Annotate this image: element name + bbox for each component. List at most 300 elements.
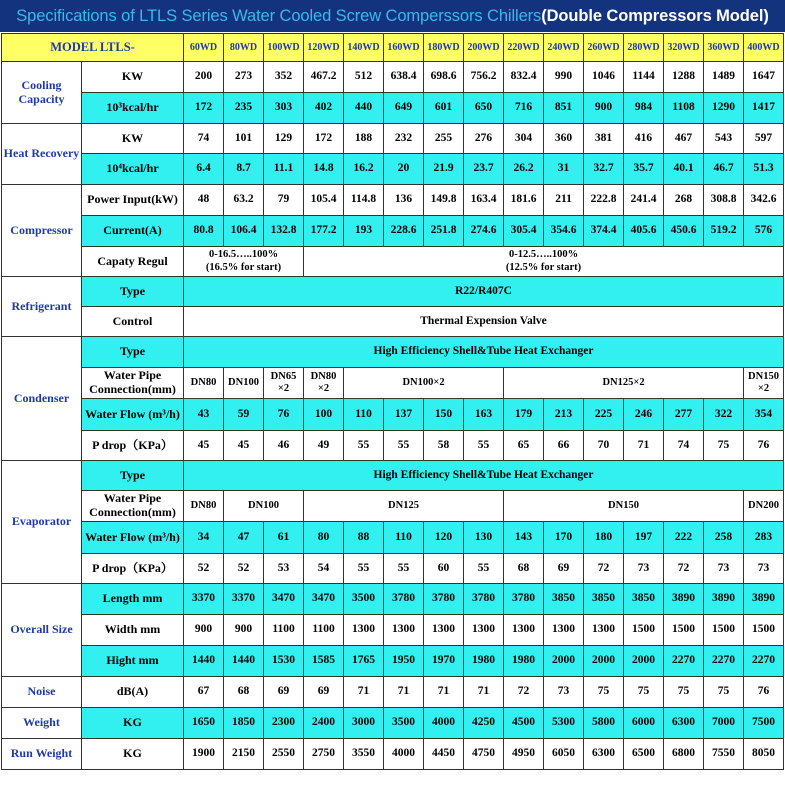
value-cell: 55	[384, 554, 424, 584]
value-cell: 58	[424, 431, 464, 461]
value-cell: 354	[744, 399, 784, 431]
value-cell: 60	[424, 554, 464, 584]
value-cell: 88	[344, 522, 384, 554]
value-cell: 181.6	[504, 185, 544, 216]
pipe-cell: DN80	[184, 368, 224, 399]
value-cell: 2750	[304, 739, 344, 770]
value-cell: 1300	[464, 615, 504, 646]
value-cell: 450.6	[664, 216, 704, 247]
value-cell: 59	[224, 399, 264, 431]
section-noise: Noise	[2, 677, 82, 708]
row-label: 10³kcal/hr	[82, 93, 184, 124]
value-cell: 120WD	[304, 34, 344, 62]
value-cell: 3500	[384, 708, 424, 739]
value-cell: 149.8	[424, 185, 464, 216]
control-type: Thermal Expension Valve	[184, 307, 784, 337]
value-cell: 698.6	[424, 62, 464, 93]
value-cell: 71	[344, 677, 384, 708]
value-cell: 1900	[184, 739, 224, 770]
value-cell: 1300	[544, 615, 584, 646]
value-cell: 179	[504, 399, 544, 431]
section-run-weight: Run Weight	[2, 739, 82, 770]
value-cell: 110	[384, 522, 424, 554]
row-label: KG	[82, 708, 184, 739]
value-cell: 1647	[744, 62, 784, 93]
value-cell: 235	[224, 93, 264, 124]
title-text: Specifications of LTLS Series Water Cooled Screw Comperssors Chillers	[16, 7, 542, 25]
table-row	[2, 307, 784, 337]
row-label: Capaty Regul	[82, 247, 184, 277]
value-cell: 170	[544, 522, 584, 554]
value-cell: 1530	[264, 646, 304, 677]
value-cell: 34	[184, 522, 224, 554]
value-cell: 80.8	[184, 216, 224, 247]
value-cell: 46	[264, 431, 304, 461]
row-label: Power Input(kW)	[82, 185, 184, 216]
pipe-cell: DN80 ×2	[304, 368, 344, 399]
row-label: Type	[82, 277, 184, 307]
value-cell: 280WD	[624, 34, 664, 62]
value-cell: 1489	[704, 62, 744, 93]
value-cell: 1046	[584, 62, 624, 93]
pipe-cell: DN65 ×2	[264, 368, 304, 399]
value-cell: 7500	[744, 708, 784, 739]
value-cell: 100WD	[264, 34, 304, 62]
value-cell: 6800	[664, 739, 704, 770]
value-cell: 3470	[264, 584, 304, 615]
value-cell: 3500	[344, 584, 384, 615]
value-cell: 1108	[664, 93, 704, 124]
value-cell: 228.6	[384, 216, 424, 247]
pipe-cell: DN100	[224, 491, 304, 522]
table-row	[2, 62, 784, 93]
value-cell: 304	[504, 124, 544, 154]
value-cell: 984	[624, 93, 664, 124]
value-cell: 440	[344, 93, 384, 124]
value-cell: 416	[624, 124, 664, 154]
row-label: P drop（KPa）	[82, 554, 184, 584]
value-cell: 6.4	[184, 154, 224, 185]
value-cell: 354.6	[544, 216, 584, 247]
value-cell: 74	[184, 124, 224, 154]
value-cell: 3000	[344, 708, 384, 739]
value-cell: 132.8	[264, 216, 304, 247]
value-cell: 3780	[464, 584, 504, 615]
value-cell: 65	[504, 431, 544, 461]
value-cell: 900	[224, 615, 264, 646]
value-cell: 106.4	[224, 216, 264, 247]
value-cell: 1765	[344, 646, 384, 677]
value-cell: 576	[744, 216, 784, 247]
value-cell: 73	[544, 677, 584, 708]
value-cell: 4000	[384, 739, 424, 770]
value-cell: 512	[344, 62, 384, 93]
value-cell: 140WD	[344, 34, 384, 62]
pipe-cell: DN80	[184, 491, 224, 522]
value-cell: 6050	[544, 739, 584, 770]
value-cell: 72	[504, 677, 544, 708]
value-cell: 1650	[184, 708, 224, 739]
table-row	[2, 615, 784, 646]
row-label: KW	[82, 62, 184, 93]
value-cell: 3370	[184, 584, 224, 615]
value-cell: 1300	[384, 615, 424, 646]
value-cell: 45	[224, 431, 264, 461]
row-label: dB(A)	[82, 677, 184, 708]
value-cell: 129	[264, 124, 304, 154]
value-cell: 75	[584, 677, 624, 708]
value-cell: 832.4	[504, 62, 544, 93]
value-cell: 213	[544, 399, 584, 431]
value-cell: 1100	[304, 615, 344, 646]
value-cell: 68	[224, 677, 264, 708]
value-cell: 67	[184, 677, 224, 708]
table-row	[2, 461, 784, 491]
row-label: Length mm	[82, 584, 184, 615]
evaporator-type: High Efficiency Shell&Tube Heat Exchanger	[184, 461, 784, 491]
table-row	[2, 584, 784, 615]
reg-text: 0-16.5…..100%	[208, 249, 279, 261]
value-cell: 1970	[424, 646, 464, 677]
row-label: Water Pipe Connection(mm)	[82, 368, 184, 399]
row-label: Width mm	[82, 615, 184, 646]
reg-text: (12.5% for start)	[505, 261, 582, 273]
value-cell: 260WD	[584, 34, 624, 62]
value-cell: 55	[344, 431, 384, 461]
value-cell: 71	[424, 677, 464, 708]
value-cell: 5300	[544, 708, 584, 739]
value-cell: 1300	[424, 615, 464, 646]
value-cell: 1500	[624, 615, 664, 646]
value-cell: 756.2	[464, 62, 504, 93]
row-label: Current(A)	[82, 216, 184, 247]
value-cell: 2150	[224, 739, 264, 770]
row-label: Type	[82, 461, 184, 491]
value-cell: 3850	[584, 584, 624, 615]
value-cell: 277	[664, 399, 704, 431]
value-cell: 55	[464, 431, 504, 461]
value-cell: 1288	[664, 62, 704, 93]
value-cell: 211	[544, 185, 584, 216]
value-cell: 543	[704, 124, 744, 154]
table-row	[2, 124, 784, 154]
row-label: Type	[82, 337, 184, 368]
value-cell: 900	[584, 93, 624, 124]
value-cell: 163.4	[464, 185, 504, 216]
value-cell: 60WD	[184, 34, 224, 62]
value-cell: 200WD	[464, 34, 504, 62]
value-cell: 105.4	[304, 185, 344, 216]
value-cell: 120	[424, 522, 464, 554]
value-cell: 303	[264, 93, 304, 124]
value-cell: 137	[384, 399, 424, 431]
table-row	[2, 399, 784, 431]
value-cell: 4450	[424, 739, 464, 770]
value-cell: 4500	[504, 708, 544, 739]
section-weight: Weight	[2, 708, 82, 739]
pipe-cell: DN150	[504, 491, 744, 522]
value-cell: 900	[184, 615, 224, 646]
value-cell: 225	[584, 399, 624, 431]
value-cell: 3850	[624, 584, 664, 615]
value-cell: 405.6	[624, 216, 664, 247]
pipe-cell: DN100×2	[344, 368, 504, 399]
table-row	[2, 677, 784, 708]
reg-text: 0-12.5…..100%	[508, 249, 579, 261]
reg-text: (16.5% for start)	[205, 261, 282, 273]
value-cell: 72	[584, 554, 624, 584]
value-cell: 2000	[584, 646, 624, 677]
value-cell: 31	[544, 154, 584, 185]
value-cell: 20	[384, 154, 424, 185]
value-cell: 49	[304, 431, 344, 461]
section-size: Overall Size	[2, 584, 82, 677]
value-cell: 75	[664, 677, 704, 708]
value-cell: 1300	[344, 615, 384, 646]
value-cell: 200	[184, 62, 224, 93]
value-cell: 240WD	[544, 34, 584, 62]
value-cell: 1500	[744, 615, 784, 646]
value-cell: 7550	[704, 739, 744, 770]
value-cell: 4750	[464, 739, 504, 770]
value-cell: 188	[344, 124, 384, 154]
value-cell: 4000	[424, 708, 464, 739]
condenser-type: High Efficiency Shell&Tube Heat Exchanger	[184, 337, 784, 368]
value-cell: 150	[424, 399, 464, 431]
model-label: MODEL LTLS-	[2, 34, 184, 62]
value-cell: 71	[624, 431, 664, 461]
value-cell: 40.1	[664, 154, 704, 185]
value-cell: 381	[584, 124, 624, 154]
value-cell: 3890	[664, 584, 704, 615]
value-cell: 114.8	[344, 185, 384, 216]
row-label: KW	[82, 124, 184, 154]
value-cell: 76	[744, 431, 784, 461]
value-cell: 3890	[744, 584, 784, 615]
value-cell: 55	[344, 554, 384, 584]
value-cell: 273	[224, 62, 264, 93]
capacity-regulation-b	[304, 247, 784, 277]
value-cell: 2270	[664, 646, 704, 677]
spec-table	[1, 33, 784, 770]
value-cell: 2550	[264, 739, 304, 770]
value-cell: 55	[384, 431, 424, 461]
value-cell: 46.7	[704, 154, 744, 185]
value-cell: 276	[464, 124, 504, 154]
table-row	[2, 431, 784, 461]
row-label: 10⁴kcal/hr	[82, 154, 184, 185]
table-row	[2, 247, 784, 277]
value-cell: 1417	[744, 93, 784, 124]
value-cell: 11.1	[264, 154, 304, 185]
value-cell: 8050	[744, 739, 784, 770]
value-cell: 1980	[504, 646, 544, 677]
value-cell: 53	[264, 554, 304, 584]
value-cell: 79	[264, 185, 304, 216]
value-cell: 402	[304, 93, 344, 124]
value-cell: 352	[264, 62, 304, 93]
value-cell: 73	[624, 554, 664, 584]
value-cell: 597	[744, 124, 784, 154]
value-cell: 5800	[584, 708, 624, 739]
table-row	[2, 646, 784, 677]
value-cell: 222	[664, 522, 704, 554]
value-cell: 61	[264, 522, 304, 554]
value-cell: 71	[384, 677, 424, 708]
table-row	[2, 185, 784, 216]
value-cell: 3550	[344, 739, 384, 770]
value-cell: 130	[464, 522, 504, 554]
value-cell: 180WD	[424, 34, 464, 62]
value-cell: 268	[664, 185, 704, 216]
value-cell: 467	[664, 124, 704, 154]
value-cell: 851	[544, 93, 584, 124]
value-cell: 322	[704, 399, 744, 431]
value-cell: 1950	[384, 646, 424, 677]
value-cell: 4950	[504, 739, 544, 770]
value-cell: 8.7	[224, 154, 264, 185]
value-cell: 1300	[504, 615, 544, 646]
value-cell: 3780	[504, 584, 544, 615]
value-cell: 16.2	[344, 154, 384, 185]
value-cell: 3780	[384, 584, 424, 615]
table-row	[2, 154, 784, 185]
value-cell: 197	[624, 522, 664, 554]
value-cell: 110	[344, 399, 384, 431]
section-compressor: Compressor	[2, 185, 82, 277]
value-cell: 193	[344, 216, 384, 247]
section-cooling: Cooling Capacity	[2, 62, 82, 124]
table-row	[2, 739, 784, 770]
value-cell: 54	[304, 554, 344, 584]
value-cell: 246	[624, 399, 664, 431]
capacity-regulation-a	[184, 247, 304, 277]
value-cell: 71	[464, 677, 504, 708]
value-cell: 69	[264, 677, 304, 708]
value-cell: 1500	[664, 615, 704, 646]
value-cell: 163	[464, 399, 504, 431]
value-cell: 136	[384, 185, 424, 216]
value-cell: 26.2	[504, 154, 544, 185]
value-cell: 32.7	[584, 154, 624, 185]
row-label: P drop（KPa）	[82, 431, 184, 461]
value-cell: 2000	[624, 646, 664, 677]
value-cell: 48	[184, 185, 224, 216]
table-row	[2, 522, 784, 554]
value-cell: 320WD	[664, 34, 704, 62]
value-cell: 51.3	[744, 154, 784, 185]
value-cell: 3890	[704, 584, 744, 615]
value-cell: 1144	[624, 62, 664, 93]
value-cell: 66	[544, 431, 584, 461]
value-cell: 160WD	[384, 34, 424, 62]
value-cell: 1440	[224, 646, 264, 677]
value-cell: 43	[184, 399, 224, 431]
section-evaporator: Evaporator	[2, 461, 82, 584]
value-cell: 400WD	[744, 34, 784, 62]
value-cell: 35.7	[624, 154, 664, 185]
value-cell: 52	[224, 554, 264, 584]
value-cell: 6300	[584, 739, 624, 770]
value-cell: 1585	[304, 646, 344, 677]
value-cell: 251.8	[424, 216, 464, 247]
value-cell: 76	[744, 677, 784, 708]
value-cell: 342.6	[744, 185, 784, 216]
table-row	[2, 216, 784, 247]
value-cell: 73	[744, 554, 784, 584]
row-label: Water Flow (m³/h)	[82, 522, 184, 554]
value-cell: 76	[264, 399, 304, 431]
pipe-cell: DN150 ×2	[744, 368, 784, 399]
value-cell: 7000	[704, 708, 744, 739]
value-cell: 72	[664, 554, 704, 584]
value-cell: 308.8	[704, 185, 744, 216]
value-cell: 6500	[624, 739, 664, 770]
value-cell: 73	[704, 554, 744, 584]
value-cell: 638.4	[384, 62, 424, 93]
row-label: Water Pipe Connection(mm)	[82, 491, 184, 522]
value-cell: 232	[384, 124, 424, 154]
value-cell: 274.6	[464, 216, 504, 247]
value-cell: 649	[384, 93, 424, 124]
value-cell: 101	[224, 124, 264, 154]
value-cell: 1850	[224, 708, 264, 739]
value-cell: 305.4	[504, 216, 544, 247]
table-row	[2, 337, 784, 368]
value-cell: 650	[464, 93, 504, 124]
table-row	[2, 491, 784, 522]
pipe-cell: DN200	[744, 491, 784, 522]
value-cell: 3470	[304, 584, 344, 615]
value-cell: 990	[544, 62, 584, 93]
section-heat: Heat Recovery	[2, 124, 82, 185]
row-label: Water Flow (m³/h)	[82, 399, 184, 431]
table-row	[2, 368, 784, 399]
value-cell: 55	[464, 554, 504, 584]
value-cell: 374.4	[584, 216, 624, 247]
value-cell: 177.2	[304, 216, 344, 247]
value-cell: 6300	[664, 708, 704, 739]
row-label: KG	[82, 739, 184, 770]
value-cell: 180	[584, 522, 624, 554]
value-cell: 2400	[304, 708, 344, 739]
row-label: Control	[82, 307, 184, 337]
value-cell: 241.4	[624, 185, 664, 216]
row-label: Hight mm	[82, 646, 184, 677]
table-row	[2, 93, 784, 124]
value-cell: 1500	[704, 615, 744, 646]
table-row	[2, 708, 784, 739]
value-cell: 74	[664, 431, 704, 461]
value-cell: 52	[184, 554, 224, 584]
value-cell: 258	[704, 522, 744, 554]
value-cell: 2300	[264, 708, 304, 739]
value-cell: 2000	[544, 646, 584, 677]
value-cell: 70	[584, 431, 624, 461]
value-cell: 1100	[264, 615, 304, 646]
value-cell: 2270	[704, 646, 744, 677]
value-cell: 6000	[624, 708, 664, 739]
value-cell: 1300	[584, 615, 624, 646]
value-cell: 143	[504, 522, 544, 554]
value-cell: 601	[424, 93, 464, 124]
value-cell: 100	[304, 399, 344, 431]
value-cell: 69	[544, 554, 584, 584]
value-cell: 69	[304, 677, 344, 708]
value-cell: 3850	[544, 584, 584, 615]
page-title	[0, 0, 785, 32]
value-cell: 75	[704, 677, 744, 708]
